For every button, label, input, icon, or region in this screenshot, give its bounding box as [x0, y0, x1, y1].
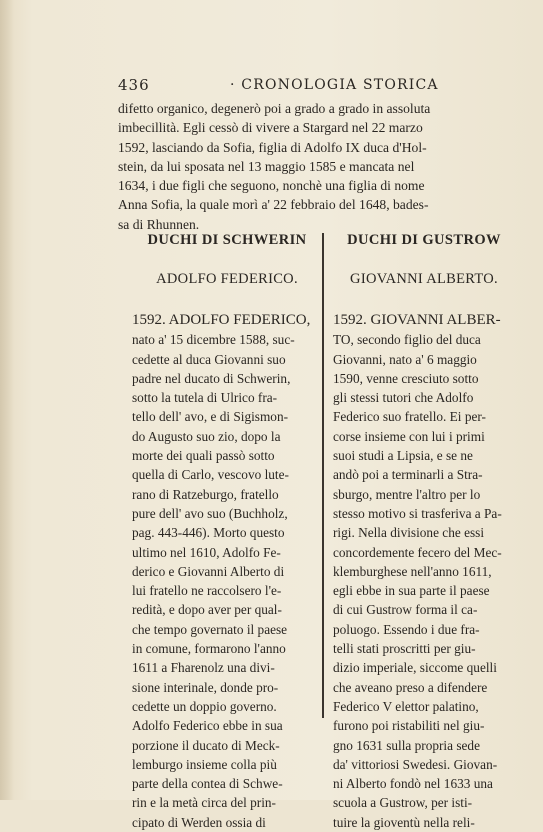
right-column-title: DUCHI DI GUSTROW — [347, 232, 501, 248]
text-line: 1592, lasciando da Sofia, figlia di Adolfo IX duca d'Hol- — [118, 139, 427, 155]
text-line: ni Alberto fondò nel 1633 una — [333, 776, 493, 792]
text-line: furono poi ristabiliti nel giu- — [333, 718, 485, 734]
text-line: da' vittoriosi Swedesi. Giovan- — [333, 756, 498, 772]
text-line: Federico V elettor palatino, — [333, 698, 479, 714]
text-line: che aveano preso a difendere — [333, 679, 488, 695]
text-line: cedette al duca Giovanni suo — [132, 351, 286, 367]
text-line: dizio imperiale, siccome quelli — [333, 660, 497, 676]
left-column-subtitle: ADOLFO FEDERICO. — [156, 271, 298, 287]
text-line: egli ebbe in sua parte il paese — [333, 583, 490, 599]
text-line: gno 1631 sulla propria sede — [333, 737, 480, 753]
text-line: Anna Sofia, la quale morì a' 22 febbraio del 1648, bades- — [118, 197, 429, 213]
text-line: sa di Rhunnen. — [118, 216, 200, 232]
text-line: 1611 a Fharenolz una divi- — [132, 660, 275, 676]
page-number: 436 — [118, 76, 150, 94]
text-line: 1590, venne cresciuto sotto — [333, 370, 479, 386]
text-line: difetto organico, degenerò poi a grado a grado in assoluta — [118, 101, 431, 116]
text-line: di cui Gustrow forma il ca- — [333, 602, 478, 618]
text-line: concordemente fecero del Mec- — [333, 544, 502, 560]
right-column — [333, 232, 515, 832]
text-line: suoi studi a Lipsia, e se ne — [333, 448, 473, 464]
text-line: nato a' 15 dicembre 1588, suc- — [132, 332, 295, 348]
text-line: pure dell' avo suo (Buchholz, — [132, 505, 288, 521]
text-line: porzione il ducato di Meck- — [132, 737, 280, 753]
text-line: sburgo, mentre l'altro per lo — [333, 486, 481, 502]
running-title: · CRONOLOGIA STORICA — [230, 77, 439, 93]
page-header — [118, 76, 514, 96]
column-divider — [322, 233, 324, 718]
text-line: cipato di Werden ossia di — [132, 814, 266, 830]
text-line: morte dei quali passò sotto — [132, 448, 275, 464]
text-line: rano di Ratzeburgo, fratello — [132, 486, 279, 502]
text-line: Adolfo Federico ebbe in sua — [132, 718, 283, 734]
text-line: parte della contea di Schwe- — [132, 776, 283, 792]
text-line: scuola a Gustrow, per isti- — [333, 795, 473, 811]
text-line: redità, e dopo aver per qual- — [132, 602, 282, 618]
text-line: lemburgo insieme colla più — [132, 756, 277, 772]
text-line: ultimo nel 1610, Adolfo Fe- — [132, 544, 281, 560]
text-line: lui fratello ne raccolsero l'e- — [132, 583, 282, 599]
text-line: 1592. ADOLFO FEDERICO, — [132, 312, 311, 328]
text-line: sotto la tutela di Ulrico fra- — [132, 390, 278, 406]
text-line: derico e Giovanni Alberto di — [132, 563, 285, 579]
left-column-title: DUCHI DI SCHWERIN — [147, 232, 307, 248]
text-line: padre nel ducato di Schwerin, — [132, 370, 291, 386]
text-line: tello dell' avo, e di Sigismon- — [132, 409, 289, 425]
right-column-subtitle: GIOVANNI ALBERTO. — [350, 271, 498, 287]
page-gutter-shadow — [0, 0, 14, 800]
text-line: klemburghese nell'anno 1611, — [333, 563, 492, 579]
text-line: rigi. Nella divisione che essi — [333, 525, 485, 541]
left-column — [132, 232, 322, 832]
text-line: 1634, i due figli che seguono, nonchè una figlia di nome — [118, 178, 425, 194]
text-line: andò poi a terminarli a Stra- — [333, 467, 483, 483]
text-line: sione interinale, donde pro- — [132, 679, 279, 695]
text-line: Giovanni, nato a' 6 maggio — [333, 351, 477, 367]
text-line: TO, secondo figlio del duca — [333, 332, 481, 348]
text-line: che tempo governato il paese — [132, 621, 288, 637]
top-paragraph — [118, 99, 514, 234]
text-line: stesso motivo si trasferiva a Pa- — [333, 505, 502, 521]
text-line: stein, da lui sposata nel 13 maggio 1585 e mancata nel — [118, 158, 415, 174]
text-line: rin e la metà circa del prin- — [132, 795, 276, 811]
text-line: telli stati proscritti per giu- — [333, 641, 476, 657]
text-line: cedette un doppio governo. — [132, 698, 277, 714]
text-line: tuire la gioventù nella reli- — [333, 814, 475, 830]
text-line: corse insieme con lui i primi — [333, 428, 485, 444]
text-line: 1592. GIOVANNI ALBER- — [333, 312, 501, 328]
right-column-body — [333, 311, 515, 832]
text-line: pag. 443-446). Morto questo — [132, 525, 285, 541]
text-line: gli stessi tutori che Adolfo — [333, 390, 474, 406]
text-line: do Augusto suo zio, dopo la — [132, 428, 281, 444]
text-line: quella di Carlo, vescovo lute- — [132, 467, 289, 483]
left-column-body — [132, 311, 322, 832]
text-line: imbecillità. Egli cessò di vivere a Stargard nel 22 marzo — [118, 120, 423, 136]
text-line: Federico suo fratello. Ei per- — [333, 409, 486, 425]
text-line: poluogo. Essendo i due fra- — [333, 621, 480, 637]
text-line: in comune, formarono l'anno — [132, 641, 286, 657]
